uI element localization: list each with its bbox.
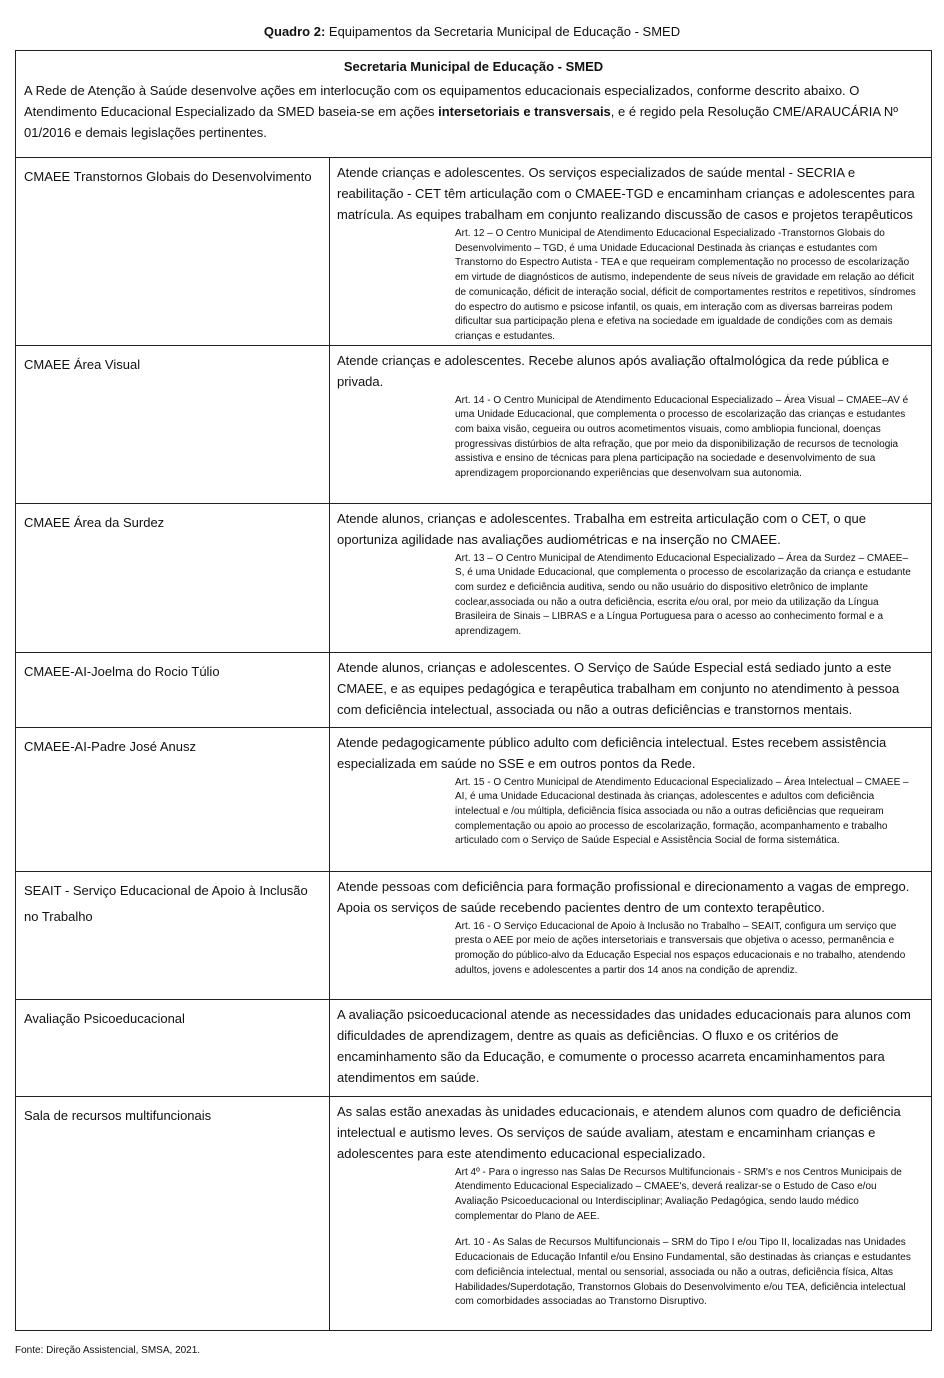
row-content	[330, 503, 932, 652]
table-caption	[0, 24, 944, 39]
caption-label: Quadro 2:	[263, 24, 326, 39]
source-note: Fonte: Direção Assistencial, SMSA, 2021.	[15, 1345, 201, 1356]
header-text-after: , e é regido pela Resolução CME/ARAUCÁRIA Nº 01/2016 e demais legislações pertinentes.	[24, 104, 899, 140]
row-description: Atende crianças e adolescentes. Recebe alunos após avaliação oftalmológica da rede pública e privada.	[337, 352, 890, 389]
row-content	[330, 871, 932, 999]
row-content	[330, 999, 932, 1096]
row-article: Art. 16 - O Serviço Educacional de Apoio à Inclusão no Trabalho – SEAIT, configura um serviço que presta o AEE por meio de ações intersetoriais e transversais que objetiva o acesso, permanência e promoção do público-alvo da Educação Especial nos espaços educacionais e no trabalho, atendendo adultos, jovens e adolescentes a partir dos 14 anos na condição de aprendiz.	[455, 920, 906, 976]
equipment-table	[15, 50, 932, 1331]
row-description: Atende pedagogicamente público adulto com deficiência intelectual. Estes recebem assistência especializada em saúde no SSE e em outros pontos da Rede.	[337, 734, 887, 771]
row-name: CMAEE-AI-Padre José Anusz	[16, 727, 330, 871]
row-name: Avaliação Psicoeducacional	[16, 999, 330, 1096]
row-description: Atende crianças e adolescentes. Os serviços especializados de saúde mental - SECRIA e reabilitação - CET têm articulação com o CMAEE-TGD e encaminham crianças e adolescentes para matrícula. As equipes trabalham em conjunto realizando discussão de casos e projetos terapêuticos	[337, 165, 915, 222]
header-text-before: A Rede de Atenção à Saúde desenvolve ações em interlocução com os equipamentos educacionais especializados, conforme descrito abaixo. O Atendimento Educacional Especializado da SMED baseia-se em ações	[24, 83, 860, 119]
row-name: Sala de recursos multifuncionais	[16, 1096, 330, 1330]
caption-text: Equipamentos da Secretaria Municipal de Educação - SMED	[325, 24, 681, 39]
table-row	[16, 345, 932, 503]
row-name: CMAEE-AI-Joelma do Rocio Túlio	[16, 652, 330, 727]
table-row	[16, 727, 932, 871]
row-description: Atende pessoas com deficiência para formação profissional e direcionamento a vagas de emprego. Apoia os serviços de saúde recebendo pacientes dentro de um contexto terapêutico.	[337, 878, 910, 915]
header-cell	[16, 51, 932, 158]
row-article: Art 4º - Para o ingresso nas Salas De Recursos Multifuncionais - SRM's e nos Centros Municipais de Atendimento Educacional Especializado – CMAEE's, deverá realizar-se o Estudo de Caso e/ou Avaliação Psicoeducacional ou Interdisciplinar; Avaliação Pedagógica, sendo laudo médico complementar do Plano de AEE.	[455, 1166, 902, 1222]
row-content	[330, 345, 932, 503]
table-row	[16, 871, 932, 999]
row-content	[330, 652, 932, 727]
header-title: Secretaria Municipal de Educação - SMED	[343, 59, 604, 74]
row-description: Atende alunos, crianças e adolescentes. O Serviço de Saúde Especial está sediado junto a este CMAEE, e as equipes pedagógica e terapêutica trabalham em conjunto no atendimento à pessoa com deficiência intelectual, associada ou não a outras deficiências e transtornos mentais.	[337, 659, 900, 717]
row-article: Art. 12 – O Centro Municipal de Atendimento Educacional Especializado -Transtornos Globais do Desenvolvimento – TGD, é uma Unidade Educacional Destinada às crianças e estudantes com Transtorno do Espectro Autista - TEA e que requeiram complementação no processo de escolarização em virtude de diagnósticos de autismo, independente de seus níveis de gravidade em relação ao déficit de comunicação, déficit de interação social, déficit de comportamentes restritos e repetitivos, síndromes do espectro do autismo e psicose infantil, os quais, em interação com as diversas barreiras podem dificultar sua participação plena e efetiva na sociedade em igualdade de condições com as demais crianças e estudantes.	[455, 228, 916, 342]
row-content	[330, 727, 932, 871]
row-description: Atende alunos, crianças e adolescentes. Trabalha em estreita articulação com o CET, o que oportuniza agilidade nas avaliações audiométricas e na inserção no CMAEE.	[337, 510, 866, 547]
row-name: SEAIT - Serviço Educacional de Apoio à Inclusão no Trabalho	[16, 871, 330, 999]
row-article: Art. 13 – O Centro Municipal de Atendimento Educacional Especializado – Área da Surdez – CMAEE–S, é uma Unidade Educacional, que complementa o processo de escolarização da criança e estudante com surdez e deficiência auditiva, sendo ou não usuário do dispositivo eletrônico de implante coclear,associada ou não a outra deficiência, escrita e/ou oral, por meio da utilização da Língua Brasileira de Sinais – LIBRAS e a Língua Portuguesa para o acesso ao conhecimento formal e a aprendizagem.	[455, 552, 911, 638]
row-article: Art. 10 - As Salas de Recursos Multifuncionais – SRM do Tipo I e/ou Tipo II, localizadas nas Unidades Educacionais de Educação Infantil e/ou Ensino Fundamental, são destinadas às crianças e estudantes com deficiência intelectual, mental ou sensorial, associada ou não a outras, deficiência física, Altas Habilidades/Superdotação, Transtornos Globais do Desenvolvimento e/ou TEA, deficiência intelectual com comorbidades associadas ao Transtorno Disruptivo.	[455, 1237, 911, 1308]
row-name: CMAEE Transtornos Globais do Desenvolvimento	[16, 158, 330, 346]
header-text	[24, 80, 923, 143]
table-header-row	[16, 51, 932, 158]
row-article: Art. 15 - O Centro Municipal de Atendimento Educacional Especializado – Área Intelectual – CMAEE – AI, é uma Unidade Educacional destinada às crianças, adolescentes e adultos com deficiência intelectual e /ou múltipla, deficiência física associada ou não a outras deficiências que requeiram complementação ou apoio ao processo de escolarização, formação, acompanhamento e trabalho articulado com o Serviço de Saúde Especial e Assistência Social de forma sistemática.	[455, 776, 909, 847]
row-description: As salas estão anexadas às unidades educacionais, e atendem alunos com quadro de deficiência intelectual e autismo leves. Os serviços de saúde avaliam, atestam e encaminham crianças e adolescentes para este atendimento educacional especializado.	[337, 1103, 901, 1161]
table-row	[16, 652, 932, 727]
row-content	[330, 158, 932, 346]
row-name: CMAEE Área Visual	[16, 345, 330, 503]
table-row	[16, 158, 932, 346]
row-content	[330, 1096, 932, 1330]
row-description: A avaliação psicoeducacional atende as necessidades das unidades educacionais para alunos com dificuldades de aprendizagem, dentre as quais as deficiências. O fluxo e os critérios de encaminhamento são da Educação, e comumente o processo acarreta encaminhamentos para atendimentos em saúde.	[337, 1006, 911, 1085]
row-name: CMAEE Área da Surdez	[16, 503, 330, 652]
header-text-bold: intersetoriais e transversais	[438, 104, 611, 119]
table-row	[16, 1096, 932, 1330]
row-article: Art. 14 - O Centro Municipal de Atendimento Educacional Especializado – Área Visual – CMAEE–AV é uma Unidade Educacional, que complementa o processo de escolarização das crianças e estudantes com baixa visão, cegueira ou outros acometimentos visuais, como ambliopia funcional, doenças progressivas distúrbios de alta refração, que por meio da disponibilização de recursos de tecnologia assistiva e ensino de técnicas para plena participação na sociedade e desenvolvimento de sua aprendizagem proporcionando experiências que desenvolvam sua autonomia.	[455, 394, 909, 480]
table-row	[16, 503, 932, 652]
table-row	[16, 999, 932, 1096]
